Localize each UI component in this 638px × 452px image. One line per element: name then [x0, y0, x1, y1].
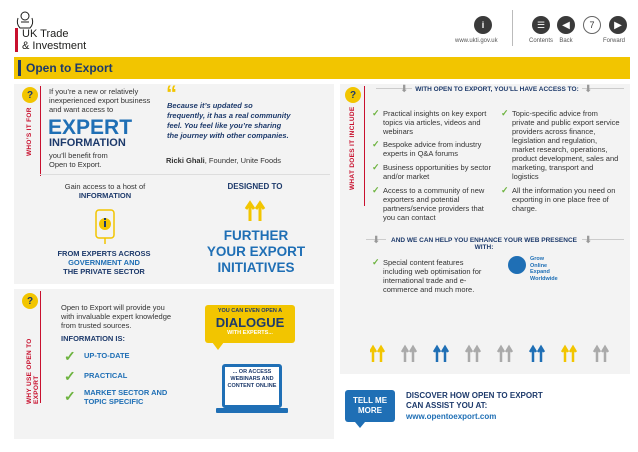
question-icon: ?	[345, 87, 361, 103]
further-line1: FURTHER	[223, 228, 289, 243]
web-heading: AND WE CAN HELP YOU ENHANCE YOUR WEB PRESENCE WITH:	[386, 237, 582, 251]
quote-attribution	[166, 156, 281, 165]
dialogue-pre: YOU CAN EVEN OPEN A	[217, 308, 283, 314]
grow-line: Online	[530, 262, 548, 269]
header-divider	[512, 10, 513, 46]
designed-label: DESIGNED TO	[227, 182, 283, 191]
globe-icon	[508, 256, 526, 274]
grow-line: Expand	[530, 269, 550, 275]
check-icon: ✓	[372, 257, 380, 267]
check-icon: ✓	[64, 368, 76, 384]
what-left-item: Business opportunities by sector and/or market	[383, 163, 491, 181]
check-icon: ✓	[372, 185, 380, 195]
info-arrows-icon	[94, 208, 116, 246]
back-label: Back	[559, 38, 573, 44]
web-item: Special content features including web optimisation for international trade and e-commerce and much more.	[383, 258, 482, 294]
expert-heading: EXPERT	[48, 116, 133, 139]
forward-arrow-icon: ▶	[614, 19, 622, 31]
grow-line: Worldwide	[530, 275, 558, 282]
cta-text1: DISCOVER HOW OPEN TO EXPORT	[406, 391, 543, 400]
question-icon: ?	[22, 293, 38, 309]
who-intro: If you’re a new or relatively inexperienced export business and want access to	[49, 87, 151, 114]
why-item: UP-TO-DATE	[84, 351, 130, 360]
logo-line1: UK Trade	[22, 28, 69, 40]
page-number: 7	[589, 20, 595, 30]
section-divider	[40, 174, 330, 175]
what-side-label: WHAT DOES IT INCLUDE	[349, 106, 356, 190]
list-icon: ☰	[536, 19, 546, 30]
opentoexport-link[interactable]: www.opentoexport.com	[406, 412, 497, 421]
what-left-item: Bespoke advice from industry experts in Q&A forums	[383, 140, 482, 158]
cta-line2: MORE	[358, 406, 382, 415]
logo-bar	[15, 28, 18, 52]
why-item: PRACTICAL	[84, 371, 128, 380]
contents-label: Contents	[528, 38, 553, 44]
why-intro: Open to Export will provide you with invaluable expert knowledge from trusted sources.	[61, 303, 172, 330]
what-heading: WITH OPEN TO EXPORT, YOU’LL HAVE ACCESS TO:	[412, 86, 582, 93]
dialogue-post: WITH EXPERTS...	[227, 330, 273, 336]
from-line2: GOVERNMENT AND	[68, 258, 140, 267]
monitor-text: ... OR ACCESS WEBINARS AND CONTENT ONLINE	[227, 369, 277, 389]
information-heading: INFORMATION	[49, 137, 126, 149]
arrow-row	[370, 344, 626, 362]
down-arrow-icon: ⬇	[400, 84, 409, 95]
cta-text	[406, 391, 543, 411]
why-divider	[40, 291, 41, 403]
down-arrow-icon: ⬇	[584, 235, 593, 246]
check-icon: ✓	[501, 185, 509, 195]
further-line2: YOUR EXPORT	[206, 244, 306, 259]
check-icon: ✓	[372, 162, 380, 172]
info-icon: i	[481, 20, 485, 30]
quote-role: , Founder, Unite Foods	[204, 156, 282, 165]
who-benefit: you’ll benefit from Open to Export.	[49, 151, 108, 169]
what-right-item: All the information you need on exporting in one place free of charge.	[512, 186, 616, 213]
forward-button[interactable]	[609, 16, 627, 34]
cta-line1: TELL ME	[352, 396, 388, 405]
info-is-label: INFORMATION IS:	[61, 334, 126, 343]
down-arrow-icon: ⬇	[372, 235, 381, 246]
check-icon: ✓	[372, 108, 380, 118]
tell-me-more-button[interactable]	[345, 390, 395, 422]
page-number-badge	[583, 16, 601, 34]
from-line3: THE PRIVATE SECTOR	[63, 267, 145, 276]
why-side-label: WHY USE OPEN TO EXPORT	[26, 338, 40, 404]
gain-line2: INFORMATION	[78, 191, 132, 200]
contents-button[interactable]	[532, 16, 550, 34]
title-accent	[18, 60, 21, 76]
bubble-tail	[212, 342, 224, 350]
what-left-item: Access to a community of new exporters and potential partners/service providers that you can contact	[383, 186, 485, 222]
further-line3: INITIATIVES	[217, 260, 295, 275]
gain-line1: Gain access to a host of	[64, 182, 146, 191]
what-right-item: Topic-specific advice from private and public export service providers across finance, legislation and regulation, market research, operations, product development, sales and marketing, transport and logistics	[512, 109, 620, 181]
quote-open-icon: “	[166, 81, 177, 106]
what-divider	[364, 86, 365, 206]
cta-tail	[355, 422, 365, 428]
info-button[interactable]	[474, 16, 492, 34]
grow-line: Grow	[530, 256, 545, 262]
back-arrow-icon: ◀	[562, 19, 570, 31]
who-side-label: WHO’S IT FOR	[26, 107, 33, 156]
page-title: Open to Export	[26, 61, 113, 75]
down-arrow-icon: ⬇	[584, 84, 593, 95]
up-arrows-icon	[244, 197, 266, 221]
monitor-base	[216, 408, 288, 413]
testimonial-quote: Because it’s updated so frequently, it has a real community feel. You feel like you’re sharing the journey with other companies.	[167, 101, 291, 140]
quote-author: Ricki Ghali	[166, 156, 205, 165]
dialogue-heading: DIALOGUE	[215, 315, 285, 330]
cta-text2: CAN ASSIST YOU AT:	[406, 401, 488, 410]
from-line1: FROM EXPERTS ACROSS	[57, 249, 151, 258]
check-icon: ✓	[372, 139, 380, 149]
who-divider	[40, 86, 41, 176]
ukti-logo	[22, 28, 86, 52]
check-icon: ✓	[64, 348, 76, 364]
back-button[interactable]	[557, 16, 575, 34]
check-icon: ✓	[64, 388, 76, 404]
further-heading	[176, 228, 336, 276]
why-item: MARKET SECTOR AND TOPIC SPECIFIC	[84, 388, 168, 406]
question-icon: ?	[22, 87, 38, 103]
royal-crest-icon	[14, 10, 36, 30]
grow-online-logo	[530, 256, 558, 282]
logo-line2: & Investment	[22, 40, 87, 52]
forward-label: Forward	[602, 38, 625, 44]
ukti-url-link[interactable]: www.ukti.gov.uk	[455, 38, 498, 44]
check-icon: ✓	[501, 108, 509, 118]
from-experts	[38, 249, 170, 276]
what-left-item: Practical insights on key export topics via articles, videos and webinars	[383, 109, 487, 136]
